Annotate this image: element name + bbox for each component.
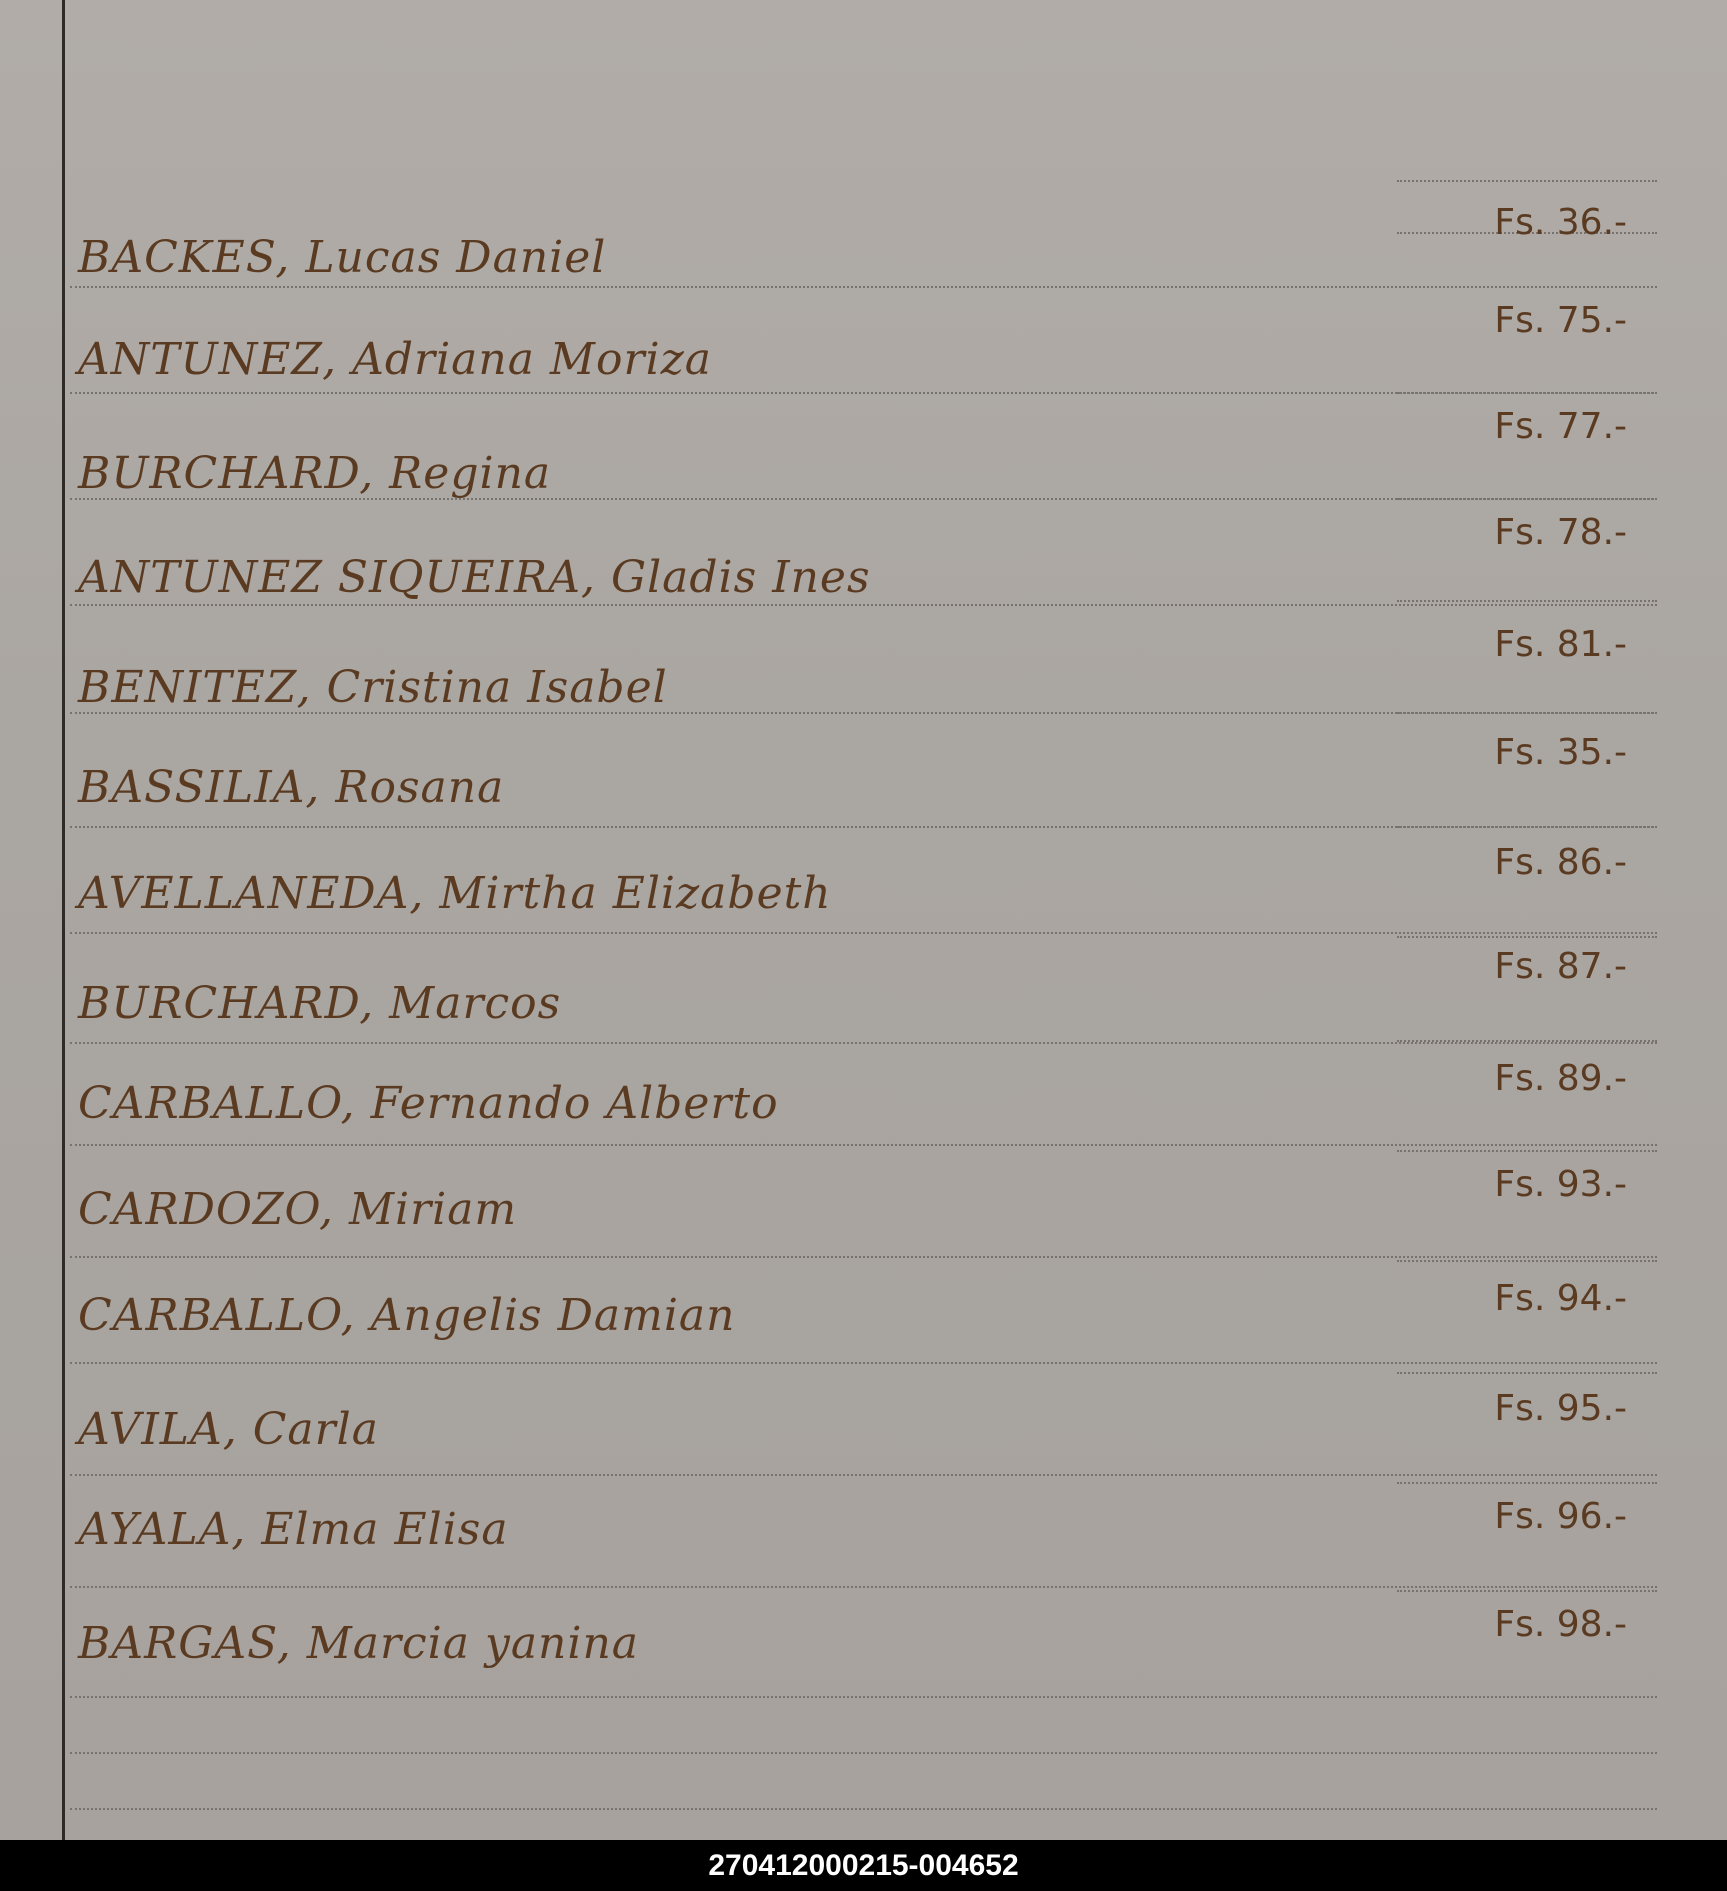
entry-page: Fs. 93.- bbox=[1494, 1164, 1627, 1205]
page-ruled-line bbox=[1397, 712, 1657, 714]
entry-page: Fs. 98.- bbox=[1494, 1604, 1627, 1645]
page-ruled-line bbox=[1397, 180, 1657, 182]
image-id: 270412000215-004652 bbox=[708, 1848, 1019, 1882]
entry-name: BARGAS, Marcia yanina bbox=[78, 1618, 640, 1669]
entry-page: Fs. 78.- bbox=[1494, 512, 1627, 553]
page-ruled-line bbox=[1397, 1590, 1657, 1592]
page-ruled-line bbox=[1397, 392, 1657, 394]
entry-page: Fs. 94.- bbox=[1494, 1278, 1627, 1319]
entry-page: Fs. 96.- bbox=[1494, 1496, 1627, 1537]
entry-page: Fs. 86.- bbox=[1494, 842, 1627, 883]
ruled-line bbox=[70, 932, 1657, 934]
ruled-line bbox=[70, 1144, 1657, 1146]
ruled-line bbox=[70, 1042, 1657, 1044]
ruled-line bbox=[70, 1586, 1657, 1588]
page-ruled-line bbox=[1397, 1372, 1657, 1374]
entry-page: Fs. 77.- bbox=[1494, 406, 1627, 447]
entry-name: BACKES, Lucas Daniel bbox=[78, 232, 607, 283]
page-ruled-line bbox=[1397, 1040, 1657, 1042]
entry-name: BASSILIA, Rosana bbox=[78, 762, 505, 813]
entry-name: CARBALLO, Fernando Alberto bbox=[78, 1078, 779, 1129]
page-ruled-line bbox=[1397, 600, 1657, 602]
image-id-bar bbox=[0, 1840, 1727, 1891]
ruled-line bbox=[70, 1474, 1657, 1476]
page-ruled-line bbox=[1397, 1260, 1657, 1262]
entry-name: ANTUNEZ, Adriana Moriza bbox=[78, 334, 712, 385]
ruled-line bbox=[70, 1362, 1657, 1364]
ruled-line bbox=[70, 1696, 1657, 1698]
entry-name: BURCHARD, Regina bbox=[78, 448, 552, 499]
entry-page: Fs. 89.- bbox=[1494, 1058, 1627, 1099]
entry-name: CARDOZO, Miriam bbox=[78, 1184, 518, 1235]
entry-page: Fs. 81.- bbox=[1494, 624, 1627, 665]
entry-page: Fs. 36.- bbox=[1494, 202, 1627, 243]
entry-name: AYALA, Elma Elisa bbox=[78, 1504, 509, 1555]
ruled-line bbox=[70, 1752, 1657, 1754]
entry-page: Fs. 75.- bbox=[1494, 300, 1627, 341]
entry-name: AVELLANEDA, Mirtha Elizabeth bbox=[78, 868, 832, 919]
page-ruled-line bbox=[1397, 826, 1657, 828]
entry-page: Fs. 87.- bbox=[1494, 946, 1627, 987]
page-ruled-line bbox=[1397, 498, 1657, 500]
ruled-line bbox=[70, 1808, 1657, 1810]
entry-name: AVILA, Carla bbox=[78, 1404, 379, 1455]
ruled-line bbox=[70, 286, 1657, 288]
ruled-line bbox=[70, 1256, 1657, 1258]
page-ruled-line bbox=[1397, 1150, 1657, 1152]
entry-name: CARBALLO, Angelis Damian bbox=[78, 1290, 736, 1341]
page-ruled-line bbox=[1397, 936, 1657, 938]
entry-page: Fs. 35.- bbox=[1494, 732, 1627, 773]
entry-page: Fs. 95.- bbox=[1494, 1388, 1627, 1429]
entry-name: ANTUNEZ SIQUEIRA, Gladis Ines bbox=[78, 552, 871, 603]
entry-name: BENITEZ, Cristina Isabel bbox=[78, 662, 668, 713]
page-ruled-line bbox=[1397, 1482, 1657, 1484]
ruled-line bbox=[70, 604, 1657, 606]
margin-line bbox=[62, 0, 65, 1840]
entry-name: BURCHARD, Marcos bbox=[78, 978, 562, 1029]
